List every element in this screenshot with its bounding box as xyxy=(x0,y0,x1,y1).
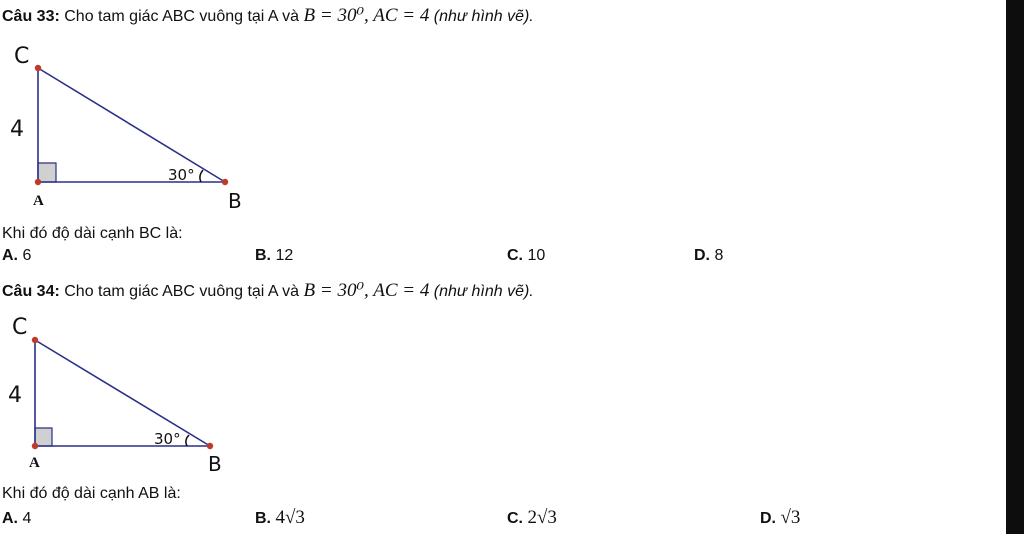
q33-option-d-value: 8 xyxy=(714,247,724,264)
q33-option-c-letter: C. xyxy=(507,247,523,264)
q34-option-c-value: 2√3 xyxy=(527,507,557,528)
q33-label-b: B xyxy=(228,189,242,213)
q34-right-angle-marker xyxy=(35,428,52,446)
q33-option-b[interactable] xyxy=(255,247,293,265)
q34-vertex-a xyxy=(32,443,38,449)
q33-option-c-value: 10 xyxy=(527,247,546,264)
q34-side-bc xyxy=(35,340,210,446)
q34-option-a-letter: A. xyxy=(2,510,18,527)
q34-note: (như hình vẽ). xyxy=(433,283,534,300)
q34-title xyxy=(2,279,534,302)
q33-label-c: C xyxy=(14,44,30,69)
q33-label-angle: 30° xyxy=(168,166,195,184)
q33-option-c[interactable] xyxy=(507,247,545,265)
q33-math: B = 30⁰, AC = 4 xyxy=(303,5,430,26)
q34-option-d[interactable] xyxy=(760,507,800,529)
q33-option-d-letter: D. xyxy=(694,247,710,264)
q34-option-b[interactable] xyxy=(255,507,305,529)
q33-vertex-a xyxy=(35,179,41,185)
q34-label-side: 4 xyxy=(8,383,22,408)
q34-math: B = 30⁰, AC = 4 xyxy=(303,280,430,301)
q34-option-c[interactable] xyxy=(507,507,557,529)
q33-note: (như hình vẽ). xyxy=(433,8,534,25)
q33-side-bc xyxy=(38,68,225,182)
q34-option-d-value: √3 xyxy=(780,507,801,528)
q33-label: Câu 33: xyxy=(2,8,60,25)
q33-option-a-letter: A. xyxy=(2,247,18,264)
q34-label-c: C xyxy=(12,315,28,340)
q34-prompt: Khi đó độ dài cạnh AB là: xyxy=(2,485,181,502)
q33-option-a-value: 6 xyxy=(22,247,32,264)
q34-triangle-figure xyxy=(0,300,260,480)
q33-vertex-b xyxy=(222,179,228,185)
q33-option-d[interactable] xyxy=(694,247,723,265)
q33-right-angle-marker xyxy=(38,163,56,182)
q33-option-a[interactable] xyxy=(2,247,31,265)
q33-option-b-value: 12 xyxy=(275,247,294,264)
q34-option-c-letter: C. xyxy=(507,510,523,527)
q33-label-a: A xyxy=(33,193,44,209)
q34-vertex-b xyxy=(207,443,213,449)
q33-angle-arc xyxy=(200,170,203,182)
q34-label: Câu 34: xyxy=(2,283,60,300)
q34-option-b-value: 4√3 xyxy=(275,507,305,528)
q34-option-a-value: 4 xyxy=(22,510,32,527)
q34-vertex-c xyxy=(32,337,38,343)
q34-label-angle: 30° xyxy=(154,430,181,448)
q34-option-a[interactable] xyxy=(2,510,31,528)
q33-option-b-letter: B. xyxy=(255,247,271,264)
q33-vertex-c xyxy=(35,65,41,71)
q34-option-d-letter: D. xyxy=(760,510,776,527)
q34-label-a: A xyxy=(29,455,40,471)
q34-angle-arc xyxy=(186,435,189,446)
q33-label-side: 4 xyxy=(10,117,24,142)
q33-triangle-figure xyxy=(0,0,260,215)
right-edge-bar xyxy=(1006,0,1024,534)
q34-label-b: B xyxy=(208,452,222,476)
q33-prompt: Khi đó độ dài cạnh BC là: xyxy=(2,225,183,242)
q34-option-b-letter: B. xyxy=(255,510,271,527)
q34-text: Cho tam giác ABC vuông tại A và xyxy=(64,283,300,300)
q33-text: Cho tam giác ABC vuông tại A và xyxy=(64,8,300,25)
